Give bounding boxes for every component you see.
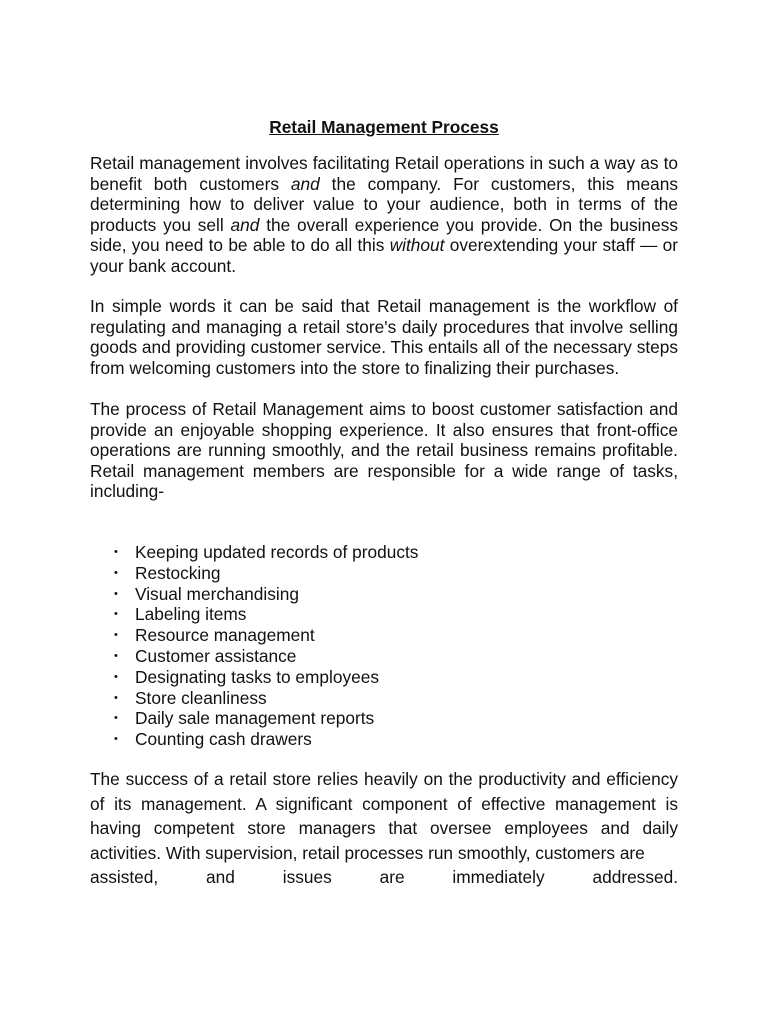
intro-text-a: Retail management involves facilitating Retail operations in such a way as to benefit both customers	[90, 153, 678, 194]
bullet-icon: •	[114, 670, 118, 683]
list-item-text: Labeling items	[135, 604, 247, 625]
list-item	[108, 708, 418, 729]
task-list	[108, 542, 418, 750]
list-item-text: Keeping updated records of products	[135, 542, 419, 562]
bullet-icon: •	[114, 691, 118, 704]
bullet-icon: •	[114, 546, 118, 558]
intro-emphasis-without: without	[389, 235, 445, 255]
intro-emphasis-and-2: and	[230, 214, 260, 235]
list-item	[108, 688, 418, 709]
list-item-text: Restocking	[135, 562, 221, 583]
list-item	[108, 584, 418, 605]
bullet-icon: •	[114, 587, 118, 600]
list-item	[108, 625, 418, 646]
bullet-icon: •	[114, 608, 118, 621]
list-item-text: Store cleanliness	[135, 687, 267, 708]
intro-text-d: overextending your staff — or your bank account.	[90, 235, 678, 276]
list-item	[108, 563, 418, 584]
list-item-text: Daily sale management reports	[135, 708, 375, 729]
list-item-text: Resource management	[135, 625, 315, 646]
list-item	[108, 604, 418, 625]
list-item	[108, 646, 418, 667]
bullet-icon: •	[114, 712, 118, 725]
intro-text-c: the overall experience you provide. On the business side, you need to be able to do all this	[90, 214, 678, 255]
bullet-icon: •	[114, 733, 118, 746]
conclusion-last-line: assisted, and issues are immediately addressed.	[90, 867, 678, 887]
list-item	[108, 729, 418, 750]
paragraph-definition: In simple words it can be said that Retail management is the workflow of regulating and managing a retail store's daily procedures that involve selling goods and providing customer service. This entails all of the necessary steps from welcoming customers into the store to finalizing their purchases.	[90, 296, 678, 378]
list-item-text: Visual merchandising	[135, 583, 299, 604]
paragraph-conclusion	[90, 767, 678, 890]
paragraph-process: The process of Retail Management aims to boost customer satisfaction and provide an enjoyable shopping experience. It also ensures that front-office operations are running smoothly, and the retail business remains profitable. Retail management members are responsible for a wide range of tasks, including-	[90, 399, 678, 501]
conclusion-text: The success of a retail store relies heavily on the productivity and efficiency of its management. A significant component of effective management is having competent store managers that oversee employees and daily activities. With supervision, retail processes run smoothly, customers are	[90, 769, 678, 863]
intro-text-b: the company. For customers, this means determining how to deliver value to your audience, both in terms of the products you sell	[90, 173, 678, 235]
bullet-icon: •	[114, 566, 118, 579]
paragraph-intro	[90, 153, 678, 276]
bullet-icon: •	[114, 649, 118, 662]
list-item-text: Designating tasks to employees	[135, 666, 379, 687]
list-item	[108, 542, 418, 563]
bullet-icon: •	[114, 629, 118, 642]
list-item	[108, 667, 418, 688]
intro-emphasis-and-1: and	[290, 173, 320, 194]
document-title: Retail Management Process	[269, 117, 499, 137]
list-item-text: Counting cash drawers	[135, 729, 312, 750]
list-item-text: Customer assistance	[135, 645, 297, 666]
